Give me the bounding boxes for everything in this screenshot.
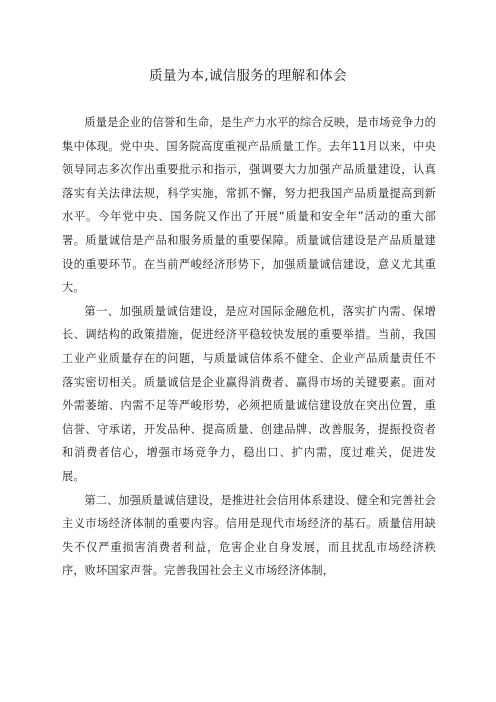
document-body	[62, 111, 436, 583]
document-title: 质量为本,诚信服务的理解和体会	[149, 68, 347, 84]
paragraph-intro: 质量是企业的信誉和生命，是生产力水平的综合反映，是市场竞争力的集中体现。党中央、国务院高度重视产品质量工作。去年11月以来，中央领导同志多次作出重要批示和指示，强调要大力加强产品质量建设，认真落实有关法律法规，科学实施，常抓不懈，努力把我国产品质量提高到新水平。今年党中央、国务院又作出了开展“质量和安全年”活动的重大部署。质量诚信是产品和服务质量的重要保障。质量诚信建设是产品质量建设的重要环节。在当前严峻经济形势下，加强质量诚信建设，意义尤其重大。	[62, 116, 436, 295]
paragraph-first-point: 第一、加强质量诚信建设，是应对国际金融危机，落实扩内需、保增长、调结构的政策措施，促进经济平稳较快发展的重要举措。当前，我国工业产业质量存在的问题，与质量诚信体系不健全、企业产品质量责任不落实密切相关。质量诚信是企业赢得消费者、赢得市场的关键要素。面对外需萎缩、内需不足等严峻形势，必须把质量诚信建设放在突出位置，重信誉、守承诺，开发品种、提高质量、创建品牌、改善服务，提振投资者和消费者信心，增强市场竞争力，稳出口、扩内需，度过难关，促进发展。	[62, 304, 436, 483]
paragraph-second-point: 第二、加强质量诚信建设，是推进社会信用体系建设、健全和完善社会主义市场经济体制的重要内容。信用是现代市场经济的基石。质量信用缺失不仅严重损害消费者利益，危害企业自身发展，而且扰乱市场经济秩序，败坏国家声誉。完善我国社会主义市场经济体制，	[62, 493, 436, 578]
